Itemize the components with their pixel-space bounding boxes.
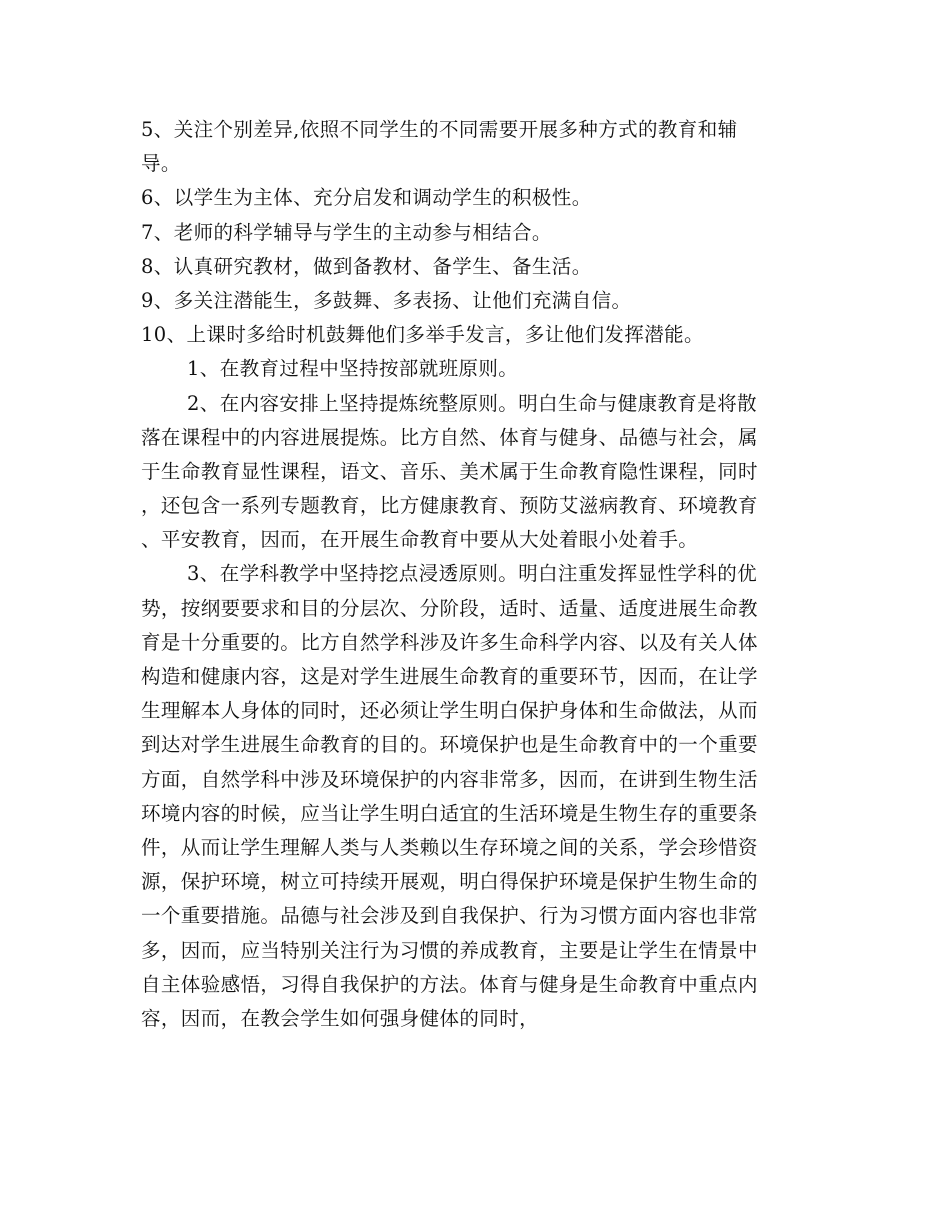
- paragraph-3-line-15: [141, 1036, 821, 1070]
- paragraph-3-line-14: 容，因而，在教会学生如何强身健体的同时，: [141, 1006, 540, 1030]
- paragraph-3-line-5: 生理解本人身体的同时，还必须让学生明白保护身体和生命做法，从而: [141, 699, 758, 723]
- paragraph-1: 1、在教育过程中坚持按部就班原则。: [187, 357, 519, 381]
- paragraph-3: [141, 557, 821, 1138]
- paragraph-2-line-2: 落在课程中的内容进展提炼。比方自然、体育与健身、品德与社会，属: [141, 425, 758, 449]
- list-item-5-line-1: 5、关注个别差异,依照不同学生的不同需要开展多种方式的教育和辅: [141, 118, 738, 141]
- list-item-7: 7、老师的科学辅导与学生的主动参与相结合。: [141, 220, 552, 244]
- list-item-10: 10、上课时多给时机鼓舞他们多举手发言，多让他们发挥潜能。: [141, 323, 704, 347]
- paragraph-2-line-4: ，还包含一系列专题教育，比方健康教育、预防艾滋病教育、环境教育: [141, 494, 758, 518]
- paragraph-3-line-12: 多，因而，应当特别关注行为习惯的养成教育，主要是让学生在情景中: [141, 938, 758, 962]
- paragraph-3-line-3: 育是十分重要的。比方自然学科涉及许多生命科学内容、以及有关人体: [141, 630, 758, 654]
- paragraph-2-line-1: 2、在内容安排上坚持提炼统整原则。明白生命与健康教育是将散: [187, 391, 758, 415]
- paragraph-3-line-13: 自主体验感悟，习得自我保护的方法。体育与健身是生命教育中重点内: [141, 972, 758, 996]
- paragraph-3-line-8: 环境内容的时候，应当让学生明白适宜的生活环境是生物生存的重要条: [141, 801, 758, 825]
- paragraph-3-line-1: 3、在学科教学中坚持挖点浸透原则。明白注重发挥显性学科的优: [187, 562, 758, 586]
- paragraph-2-line-5: 、平安教育，因而，在开展生命教育中要从大处着眼小处着手。: [141, 528, 699, 552]
- list-item-6: 6、以学生为主体、充分启发和调动学生的积极性。: [141, 186, 592, 210]
- paragraph-3-line-16: [141, 1070, 821, 1104]
- paragraph-3-line-2: 势，按纲要要求和目的分层次、分阶段，适时、适量、适度进展生命教: [141, 596, 758, 620]
- paragraph-2-line-3: 于生命教育显性课程，语文、音乐、美术属于生命教育隐性课程，同时: [141, 459, 758, 483]
- list-item-8: 8、认真研究教材，做到备教材、备学生、备生活。: [141, 254, 592, 278]
- paragraph-3-line-6: 到达对学生进展生命教育的目的。环境保护也是生命教育中的一个重要: [141, 733, 758, 757]
- paragraph-3-line-10: 源，保护环境，树立可持续开展观，明白得保护环境是保护生物生命的: [141, 870, 758, 894]
- paragraph-3-line-9: 件，从而让学生理解人类与人类赖以生存环境之间的关系，学会珍惜资: [141, 835, 758, 859]
- list-item-9: 9、多关注潜能生，多鼓舞、多表扬、让他们充满自信。: [141, 288, 632, 312]
- paragraph-2: [141, 387, 821, 558]
- paragraph-3-line-7: 方面，自然学科中涉及环境保护的内容非常多，因而，在讲到生物生活: [141, 767, 758, 791]
- paragraph-3-line-11: 一个重要措施。品德与社会涉及到自我保护、行为习惯方面内容也非常: [141, 904, 758, 928]
- list-item-5: [141, 113, 821, 147]
- list-item-5-line-2: 导。: [141, 152, 181, 176]
- paragraph-3-line-4: 构造和健康内容，这是对学生进展生命教育的重要环节，因而，在让学: [141, 665, 758, 688]
- paragraph-3-line-17: [141, 1104, 821, 1138]
- document-body: [141, 113, 821, 1139]
